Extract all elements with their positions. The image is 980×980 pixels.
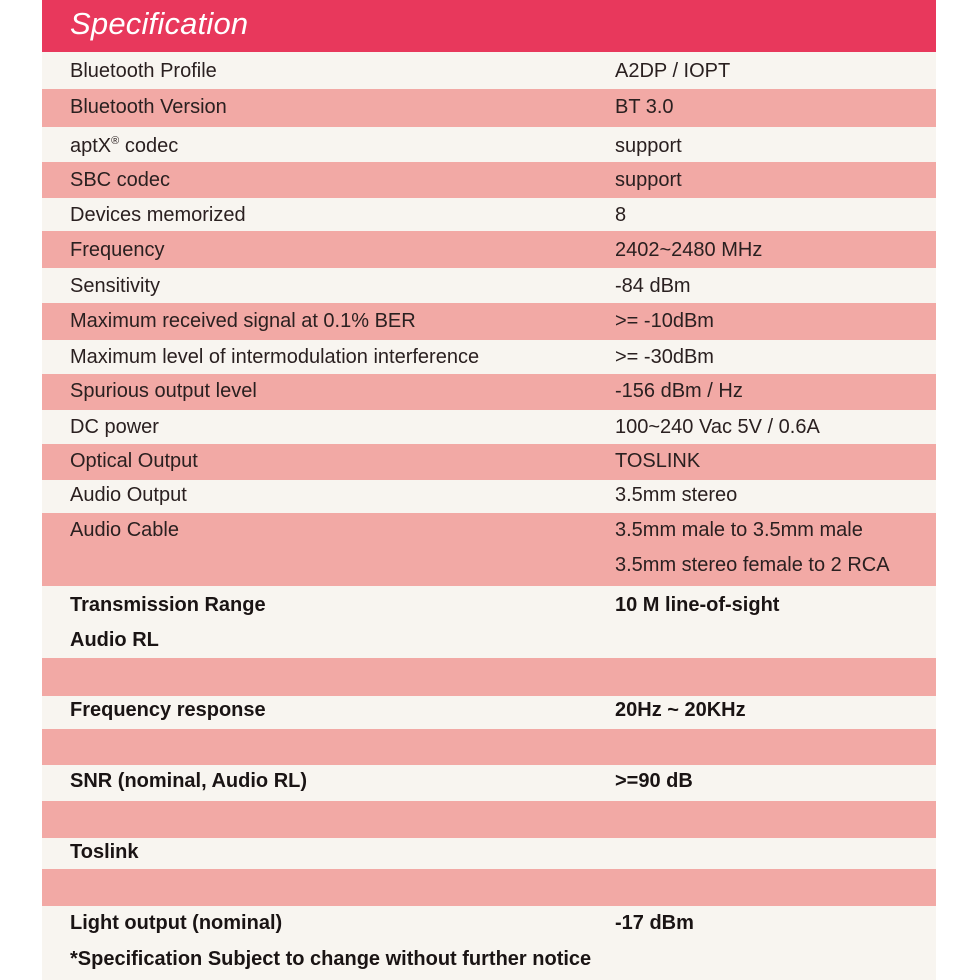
spec-row-aptx-codec: [42, 127, 936, 162]
spec-label: Frequency: [70, 239, 165, 261]
spec-label: Light output (nominal): [70, 912, 283, 934]
spec-label: SBC codec: [70, 169, 171, 191]
spec-value: BT 3.0: [615, 96, 674, 118]
spec-label: Transmission Range: [70, 594, 266, 616]
spec-label: aptX® codec: [70, 135, 179, 157]
spec-row-empty: [42, 729, 936, 765]
spec-value: -17 dBm: [615, 912, 694, 934]
spec-label: Bluetooth Profile: [70, 60, 217, 82]
spec-label: Audio Cable: [70, 519, 179, 541]
spec-value: TOSLINK: [615, 450, 701, 472]
spec-value: support: [615, 135, 682, 157]
spec-row-empty: [42, 869, 936, 906]
spec-value: A2DP / IOPT: [615, 60, 731, 82]
spec-row-intermodulation: [42, 340, 936, 374]
spec-row-frequency: [42, 231, 936, 268]
spec-label: Frequency response: [70, 699, 266, 721]
spec-row-bluetooth-profile: [42, 52, 936, 89]
spec-label: Maximum received signal at 0.1% BER: [70, 310, 416, 332]
spec-value: -156 dBm / Hz: [615, 380, 743, 402]
spec-row-sbc-codec: [42, 162, 936, 198]
spec-sheet: [42, 0, 936, 980]
spec-label: Devices memorized: [70, 204, 246, 226]
registered-mark: ®: [111, 135, 120, 147]
spec-label: Spurious output level: [70, 380, 257, 402]
spec-value: >=90 dB: [615, 770, 693, 792]
spec-section-label: Audio RL: [70, 629, 159, 651]
spec-value: 100~240 Vac 5V / 0.6A: [615, 416, 820, 438]
spec-row-empty: [42, 801, 936, 838]
spec-row-sensitivity: [42, 268, 936, 303]
spec-row-frequency-response: [42, 696, 936, 729]
spec-label: Optical Output: [70, 450, 198, 472]
spec-label: SNR (nominal, Audio RL): [70, 770, 308, 792]
spec-value: 20Hz ~ 20KHz: [615, 699, 746, 721]
spec-row-snr: [42, 765, 936, 801]
spec-label: Audio Output: [70, 484, 187, 506]
spec-value: >= -10dBm: [615, 310, 714, 332]
spec-row-audio-cable: [42, 513, 936, 586]
spec-row-devices-memorized: [42, 198, 936, 231]
spec-value: support: [615, 169, 682, 191]
spec-row-transmission-range: [42, 586, 936, 658]
spec-title: Specification: [70, 6, 249, 41]
spec-value: -84 dBm: [615, 275, 691, 297]
spec-label: Maximum level of intermodulation interference: [70, 346, 480, 368]
spec-row-bluetooth-version: [42, 89, 936, 127]
spec-section-label: Toslink: [70, 841, 139, 863]
spec-row-dc-power: [42, 410, 936, 444]
spec-value-line2: 3.5mm stereo female to 2 RCA: [615, 554, 890, 576]
spec-row-light-output: [42, 906, 936, 942]
spec-value: 3.5mm male to 3.5mm male: [615, 519, 863, 541]
spec-header: [42, 0, 936, 52]
spec-row-spurious-output: [42, 374, 936, 410]
spec-row-optical-output: [42, 444, 936, 480]
spec-row-empty: [42, 658, 936, 696]
spec-value: 10 M line-of-sight: [615, 594, 780, 616]
footnote: *Specification Subject to change without further notice: [70, 948, 592, 970]
spec-value: 3.5mm stereo: [615, 484, 738, 506]
spec-value: 2402~2480 MHz: [615, 239, 763, 261]
spec-row-max-received-signal: [42, 303, 936, 340]
spec-label: DC power: [70, 416, 159, 438]
spec-row-toslink: [42, 838, 936, 869]
spec-value: >= -30dBm: [615, 346, 714, 368]
spec-row-audio-output: [42, 480, 936, 513]
spec-label: Bluetooth Version: [70, 96, 227, 118]
spec-label: Sensitivity: [70, 275, 161, 297]
spec-value: 8: [615, 204, 627, 226]
